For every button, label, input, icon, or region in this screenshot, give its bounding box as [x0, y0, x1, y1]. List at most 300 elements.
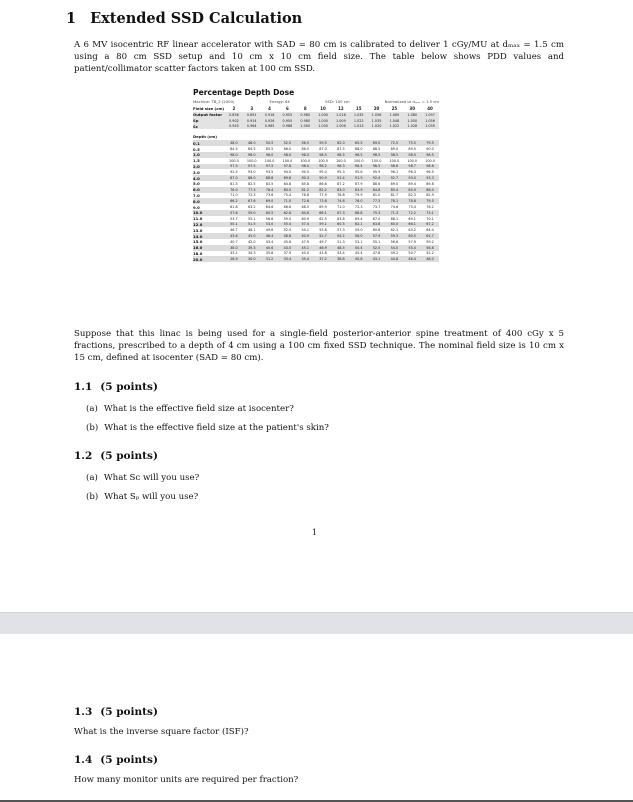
subsection-points: (5 points)	[100, 450, 158, 462]
pdd-cell: 52.5	[372, 245, 381, 250]
pdd-cell: 53.7	[230, 216, 238, 221]
pdd-cell: 67.0	[372, 216, 381, 221]
pdd-cell: 35.4	[301, 257, 309, 262]
pdd-meta-normalization: Normalized to dₘₐₓ = 1.5 cm	[384, 99, 439, 104]
pdd-cell: 67.6	[247, 199, 256, 204]
pdd-cell: 72.2	[408, 210, 416, 215]
pdd-cell: 76.0	[230, 187, 238, 192]
pdd-cell: 37.9	[283, 251, 292, 256]
pdd-cell: 46.9	[319, 245, 327, 250]
pdd-cell: 97.5	[230, 164, 238, 169]
pdd-cell: 67.3	[337, 210, 345, 215]
page-2	[0, 634, 633, 802]
factor-cell: 1.056	[425, 118, 435, 123]
intro-paragraph: A 6 MV isocentric RF linear accelerator with SAD = 80 cm is calibrated to deliver 1 cGy/MU at dₘₐₓ = 1.5 cm using a 80 cm SSD setup and 10 cm x 10 cm field size. The table below shows PDD values and patient/collimator scatter factors taken at 100 cm SSD.	[74, 40, 564, 74]
factor-cell: 0.916	[264, 112, 275, 117]
depth-value: 12.0	[193, 221, 203, 227]
pdd-cell: 49.7	[319, 239, 327, 244]
pdd-cell: 86.4	[426, 187, 434, 192]
question-1-1-b	[86, 423, 329, 433]
depth-value: 10.0	[193, 210, 203, 216]
pdd-cell: 69.0	[265, 199, 274, 204]
pdd-cell: 98.5	[426, 152, 434, 157]
pdd-cell: 82.5	[247, 181, 256, 186]
factor-cell: 0.945	[229, 124, 239, 129]
field-size-cell: 40	[427, 106, 433, 111]
pdd-cell: 91.9	[354, 176, 363, 181]
pdd-cell: 56.5	[301, 141, 309, 146]
pdd-cell: 47.6	[372, 251, 381, 256]
pdd-cell: 72.3	[354, 205, 363, 210]
section-title-text: Extended SSD Calculation	[90, 10, 303, 27]
pdd-cell: 81.2	[301, 187, 309, 192]
pdd-cell: 68.1	[390, 216, 399, 221]
pdd-cell: 100.0	[246, 158, 257, 163]
pdd-cell: 38.8	[337, 257, 345, 262]
pdd-cell: 98.7	[408, 164, 416, 169]
pdd-cell: 64.6	[265, 205, 274, 210]
pdd-cell: 77.3	[372, 199, 381, 204]
factor-cell: 0.902	[229, 118, 239, 123]
pdd-cell: 76.0	[354, 199, 363, 204]
pdd-cell: 93.0	[408, 176, 416, 181]
pdd-cell: 98.5	[354, 152, 363, 157]
question-1-3: What is the inverse square factor (ISF)?	[74, 727, 249, 737]
pdd-cell: 75.4	[283, 193, 292, 198]
depth-label: Depth (cm)	[193, 134, 217, 140]
factor-cell: 1.028	[407, 124, 418, 129]
pdd-cell: 89.0	[390, 147, 399, 152]
pdd-cell: 30.0	[247, 257, 256, 262]
pdd-cell: 59.2	[426, 239, 434, 244]
pdd-cell: 100.0	[407, 158, 418, 163]
field-size-cell: 10	[320, 106, 326, 111]
pdd-cell: 61.8	[230, 205, 238, 210]
pdd-cell: 85.5	[265, 147, 274, 152]
pdd-cell: 93.3	[426, 176, 434, 181]
factor-cell: 0.926	[264, 118, 275, 123]
pdd-cell: 95.3	[337, 170, 345, 175]
factor-label: Sp	[193, 118, 199, 124]
pdd-cell: 41.8	[319, 251, 327, 256]
section-title	[66, 10, 302, 27]
pdd-cell: 43.4	[265, 239, 274, 244]
pdd-cell: 92.7	[390, 176, 399, 181]
pdd-cell: 62.0	[337, 141, 345, 146]
pdd-cell: 55.4	[408, 245, 416, 250]
factor-cell: 1.000	[318, 118, 328, 123]
factor-cell: 0.980	[300, 118, 311, 123]
pdd-cell: 70.1	[426, 216, 434, 221]
pdd-cell: 98.8	[426, 164, 434, 169]
factor-cell: 1.000	[300, 124, 311, 129]
pdd-cell: 71.0	[283, 199, 292, 204]
pdd-cell: 98.5	[337, 152, 345, 157]
pdd-cell: 52.5	[283, 141, 292, 146]
factor-cell: 0.856	[229, 112, 239, 117]
pdd-cell: 40.8	[354, 257, 363, 262]
question-label: (b)	[86, 423, 99, 433]
pdd-cell: 46.7	[230, 228, 238, 233]
factor-cell: 1.080	[407, 112, 418, 117]
question-1-1-a	[86, 404, 294, 414]
pdd-cell: 96.3	[408, 170, 416, 175]
pdd-table	[193, 88, 439, 262]
pdd-cell: 45.0	[247, 234, 256, 239]
factor-label: Output factor	[193, 112, 223, 118]
pdd-cell: 87.0	[230, 176, 238, 181]
pdd-cell: 69.0	[372, 141, 381, 146]
pdd-cell: 79.5	[426, 199, 434, 204]
pdd-cell: 74.6	[390, 205, 399, 210]
pdd-cell: 33.1	[230, 251, 238, 256]
depth-value: 9.0	[193, 204, 200, 210]
pdd-cell: 54.0	[390, 245, 399, 250]
pdd-cell: 59.0	[354, 228, 363, 233]
pdd-cell: 85.9	[408, 187, 416, 192]
pdd-cell: 80.0	[283, 187, 292, 192]
pdd-cell: 98.2	[319, 164, 327, 169]
pdd-cell: 60.9	[301, 216, 309, 221]
pdd-cell: 94.0	[283, 170, 292, 175]
pdd-cell: 98.0	[265, 152, 274, 157]
field-size-cell: 15	[355, 106, 362, 111]
pdd-cell: 85.4	[390, 187, 399, 192]
pdd-cell: 72.6	[301, 199, 309, 204]
pdd-cell: 100.0	[318, 158, 328, 163]
pdd-cell: 98.5	[390, 152, 399, 157]
pdd-cell: 87.9	[354, 181, 363, 186]
pdd-cell: 57.3	[337, 228, 345, 233]
pdd-cell: 82.3	[408, 193, 416, 198]
factor-cell: 0.988	[282, 124, 293, 129]
pdd-cell: 90.9	[319, 176, 327, 181]
factor-cell: 1.009	[336, 118, 346, 123]
subsection-1-2	[74, 450, 158, 462]
subsection-points: (5 points)	[100, 381, 158, 393]
pdd-cell: 46.4	[265, 234, 274, 239]
pdd-cell: 69.1	[408, 216, 416, 221]
question-text: What is the effective field size at isocenter?	[103, 404, 294, 414]
factor-cell: 1.069	[389, 112, 400, 117]
pdd-cell: 97.8	[283, 164, 292, 169]
depth-value: 8.0	[193, 198, 200, 204]
depth-value: 14.0	[193, 233, 203, 239]
pdd-cell: 60.5	[408, 234, 416, 239]
field-size-cell: 4	[268, 106, 271, 111]
pdd-cell: 100.0	[282, 158, 293, 163]
depth-row	[193, 256, 439, 262]
pdd-cell: 78.1	[390, 199, 399, 204]
pdd-cell: 62.1	[390, 228, 399, 233]
pdd-cell: 82.2	[319, 187, 327, 192]
pdd-cell: 50.7	[408, 251, 416, 256]
pdd-title: Percentage Depth Dose	[193, 88, 295, 97]
pdd-cell: 39.3	[247, 245, 256, 250]
pdd-cell: 81.7	[390, 193, 399, 198]
factor-cell: 1.016	[336, 112, 346, 117]
pdd-cell: 40.6	[265, 245, 274, 250]
field-size-cell: 8	[303, 106, 307, 111]
pdd-cell: 43.4	[337, 251, 345, 256]
pdd-cell: 57.4	[301, 222, 309, 227]
pdd-cell: 44.8	[390, 257, 399, 262]
pdd-cell: 55.8	[319, 228, 327, 233]
pdd-cell: 83.9	[354, 187, 363, 192]
factor-cell: 1.050	[407, 118, 418, 123]
pdd-cell: 89.4	[408, 181, 416, 186]
factor-cell: 1.020	[371, 124, 382, 129]
pdd-cell: 50.1	[230, 222, 238, 227]
pdd-cell: 45.4	[354, 251, 363, 256]
pdd-cell: 69.9	[319, 205, 327, 210]
pdd-cell: 60.8	[372, 228, 381, 233]
pdd-cell: 89.6	[283, 176, 292, 181]
factor-cell: 1.013	[353, 124, 364, 129]
depth-value: 18.0	[193, 250, 203, 256]
field-size-cell: 2	[232, 106, 236, 111]
depth-value: 1.0	[193, 152, 200, 158]
pdd-cell: 48.1	[247, 228, 256, 233]
pdd-cell: 63.2	[408, 228, 416, 233]
pdd-cell: 48.5	[337, 245, 345, 250]
pdd-cell: 88.5	[372, 147, 381, 152]
pdd-cell: 88.0	[354, 147, 363, 152]
pdd-cell: 92.5	[230, 170, 238, 175]
pdd-cell: 55.1	[247, 216, 256, 221]
factor-cell: 1.097	[425, 112, 435, 117]
factor-cell: 1.022	[353, 118, 364, 123]
depth-value: 6.0	[193, 187, 200, 193]
pdd-cell: 100.0	[264, 158, 275, 163]
pdd-cell: 100.0	[425, 158, 435, 163]
pdd-cell: 42.0	[247, 239, 256, 244]
factor-cell: 1.035	[353, 112, 364, 117]
pdd-cell: 62.1	[354, 222, 363, 227]
pdd-cell: 98.5	[372, 152, 381, 157]
pdd-cell: 72.3	[247, 193, 256, 198]
pdd-cell: 43.1	[372, 257, 381, 262]
pdd-cell: 81.0	[372, 193, 381, 198]
pdd-cell: 92.4	[372, 176, 381, 181]
pdd-cell: 88.0	[247, 176, 256, 181]
depth-value: 11.0	[193, 216, 203, 222]
pdd-cell: 87.2	[337, 181, 345, 186]
pdd-cell: 73.8	[319, 199, 327, 204]
pdd-cell: 45.1	[301, 245, 309, 250]
factor-cell: 0.955	[282, 112, 293, 117]
pdd-cell: 90.3	[301, 176, 309, 181]
pdd-cell: 54.1	[301, 228, 309, 233]
pdd-cell: 84.8	[283, 181, 292, 186]
pdd-cell: 97.5	[265, 164, 274, 169]
pdd-cell: 35.6	[265, 251, 274, 256]
question-label: (a)	[86, 404, 98, 414]
pdd-cell: 68.8	[354, 210, 363, 215]
pdd-cell: 84.5	[230, 147, 238, 152]
pdd-cell: 74.8	[337, 199, 345, 204]
pdd-cell: 59.0	[283, 216, 292, 221]
pdd-cell: 63.2	[247, 205, 256, 210]
pdd-cell: 66.8	[283, 205, 292, 210]
pdd-cell: 33.4	[283, 257, 292, 262]
pdd-cell: 76.2	[426, 205, 434, 210]
pdd-cell: 93.0	[247, 170, 256, 175]
pdd-cell: 85.8	[301, 181, 309, 186]
pdd-cell: 86.6	[319, 181, 327, 186]
subsection-1-3	[74, 706, 158, 718]
pdd-cell: 75.4	[408, 205, 416, 210]
pdd-cell: 55.4	[283, 222, 292, 227]
pdd-cell: 96.1	[390, 170, 399, 175]
pdd-cell: 77.9	[319, 193, 327, 198]
pdd-cell: 78.8	[408, 199, 416, 204]
pdd-meta-machine: Machine: TB_2 (2004)	[193, 99, 235, 104]
pdd-cell: 100.0	[353, 158, 364, 163]
pdd-cell: 95.6	[354, 170, 363, 175]
pdd-cell: 98.5	[372, 164, 381, 169]
field-size-cell: 12	[338, 106, 344, 111]
pdd-depth-rows	[193, 140, 439, 262]
pdd-cell: 56.6	[390, 239, 399, 244]
field-size-cell: 25	[391, 106, 398, 111]
pdd-cell: 98.5	[408, 152, 416, 157]
pdd-cell: 81.5	[230, 181, 238, 186]
pdd-cell: 68.5	[301, 205, 309, 210]
pdd-cell: 64.4	[426, 228, 434, 233]
pdd-cell: 82.9	[426, 193, 434, 198]
pdd-cell: 70.3	[372, 210, 381, 215]
pdd-cell: 54.2	[337, 234, 345, 239]
pdd-cell: 46.4	[408, 257, 416, 262]
pdd-cell: 98.4	[354, 164, 363, 169]
subsection-number: 1.2	[74, 450, 93, 462]
pdd-cell: 28.9	[230, 257, 238, 262]
pdd-cell: 72.5	[390, 141, 399, 146]
pdd-cell: 89.5	[408, 147, 416, 152]
pdd-cell: 57.9	[372, 234, 381, 239]
pdd-cell: 59.0	[247, 210, 256, 215]
depth-value: 4.0	[193, 175, 200, 181]
question-text: What Sₚ will you use?	[104, 492, 199, 502]
pdd-cell: 60.5	[265, 210, 274, 215]
pdd-cell: 90.0	[426, 147, 434, 152]
factor-cell: 0.985	[264, 124, 275, 129]
pdd-cell: 75.5	[408, 141, 416, 146]
pdd-cell: 71.3	[390, 210, 399, 215]
pdd-cell: 98.0	[301, 164, 309, 169]
factor-cell: 0.980	[300, 112, 311, 117]
factor-row	[193, 124, 439, 130]
pdd-cell: 94.5	[301, 170, 309, 175]
pdd-cell: 86.0	[283, 147, 292, 152]
pdd-cell: 88.6	[372, 181, 381, 186]
pdd-cell: 95.9	[372, 170, 381, 175]
pdd-cell: 51.3	[337, 239, 345, 244]
factor-cell: 0.964	[246, 124, 257, 129]
factor-cell: 1.000	[318, 112, 328, 117]
question-text: What Sᴄ will you use?	[103, 473, 200, 483]
subsection-1-1	[74, 381, 158, 393]
pdd-cell: 50.9	[301, 234, 309, 239]
depth-value: 5.0	[193, 181, 200, 187]
depth-value: 7.0	[193, 192, 200, 198]
pdd-cell: 83.0	[337, 187, 345, 192]
question-label: (b)	[86, 492, 99, 502]
factor-cell: 1.000	[318, 124, 328, 129]
pdd-cell: 66.1	[408, 222, 416, 227]
question-1-2-a	[86, 473, 199, 483]
question-1-2-b	[86, 492, 198, 502]
pdd-cell: 59.1	[319, 222, 327, 227]
pdd-cell: 45.8	[283, 239, 292, 244]
pdd-cell: 86.5	[301, 147, 309, 152]
factor-cell: 0.955	[282, 118, 293, 123]
factor-cell: 1.022	[389, 124, 400, 129]
pdd-cell: 49.2	[390, 251, 399, 256]
pdd-cell: 47.9	[301, 239, 309, 244]
field-size-cell: 6	[286, 106, 289, 111]
pdd-cell: 38.0	[230, 245, 238, 250]
subsection-points: (5 points)	[100, 754, 158, 766]
depth-value: 0.5	[193, 146, 200, 152]
pdd-cell: 88.8	[265, 176, 274, 181]
pdd-cell: 66.1	[319, 210, 327, 215]
section-number: 1	[66, 10, 77, 27]
factor-label: Sc	[193, 123, 198, 129]
pdd-cell: 56.0	[354, 234, 363, 239]
pdd-meta-energy: Energy: 6X	[269, 99, 291, 104]
field-size-cell: 30	[409, 106, 415, 111]
subsection-number: 1.3	[74, 706, 93, 718]
pdd-cell: 98.0	[283, 152, 292, 157]
pdd-cell: 100.0	[336, 158, 346, 163]
field-size-cell: 20	[373, 106, 380, 111]
pdd-cell: 53.0	[265, 222, 274, 227]
pdd-cell: 100.0	[371, 158, 382, 163]
depth-value: 3.0	[193, 169, 200, 175]
pdd-cell: 87.5	[337, 147, 345, 152]
pdd-cell: 65.5	[354, 141, 363, 146]
factor-cell: 1.056	[371, 112, 382, 117]
pdd-cell: 76.8	[301, 193, 309, 198]
pdd-cell: 84.8	[372, 187, 381, 192]
pdd-cell: 79.5	[426, 141, 434, 146]
pdd-cell: 71.0	[230, 193, 238, 198]
pdd-cell: 98.3	[337, 164, 345, 169]
pdd-cell: 63.8	[372, 222, 381, 227]
pdd-cell: 48.0	[426, 257, 434, 262]
pdd-cell: 57.6	[230, 210, 238, 215]
pdd-cell: 60.5	[337, 222, 345, 227]
pdd-meta-ssd: SSD: 100 cm	[325, 99, 350, 104]
pdd-cell: 50.4	[354, 245, 363, 250]
pdd-cell: 64.6	[301, 210, 309, 215]
pdd-cell: 52.7	[319, 234, 327, 239]
pdd-cell: 55.1	[372, 239, 381, 244]
scenario-paragraph: Suppose that this linac is being used for a single-field posterior-anterior spine treatment of 400 cGy x 5 fractions, prescribed to a depth of 4 cm using a 100 cm fixed SSD technique. The nominal field size is 10 cm x 15 cm, defined at isocenter (SAD = 80 cm).	[74, 329, 564, 363]
subsection-number: 1.1	[74, 381, 93, 393]
pdd-cell: 65.4	[354, 216, 363, 221]
pdd-cell: 62.5	[319, 216, 327, 221]
subsection-1-4	[74, 754, 158, 766]
pdd-cell: 98.6	[390, 164, 399, 169]
pdd-field-size-header	[193, 105, 439, 112]
subsection-number: 1.4	[74, 754, 93, 766]
depth-value: 1.5	[193, 158, 200, 164]
depth-value: 13.0	[193, 227, 203, 233]
pdd-cell: 100.0	[300, 158, 311, 163]
